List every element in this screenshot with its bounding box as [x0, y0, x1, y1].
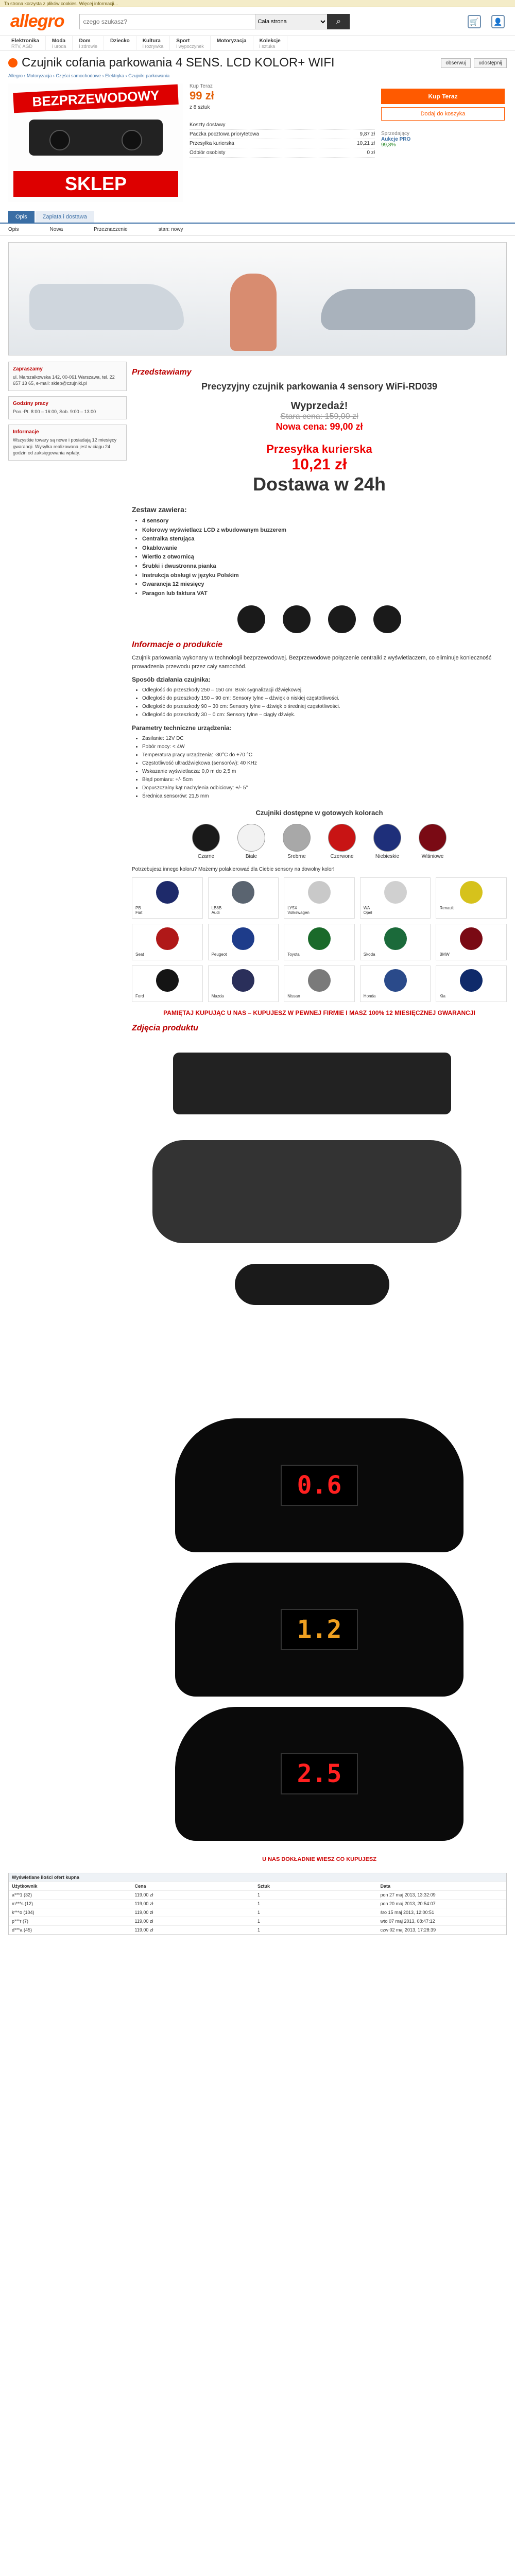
bids-cell: śro 15 maj 2013, 12:00:51: [380, 1910, 435, 1916]
table-row: [9, 1900, 506, 1908]
color-dot: [232, 881, 254, 904]
shipping-method: Odbiór osobisty: [190, 150, 226, 156]
sensor-image: [373, 605, 401, 633]
bids-cell: 119,00 zł: [134, 1927, 153, 1933]
sale-label: Wyprzedaż!: [290, 400, 348, 412]
swatch-dot: [192, 824, 220, 852]
info-text: Wszystkie towary są nowe i posiadają 12 miesięcy gwarancji. Wysyłka realizowana jest w ciągu 24 godzin od zaksięgowania wpłaty.: [13, 437, 117, 455]
buy-now-button[interactable]: Kup Teraz: [381, 89, 505, 104]
set-item: • Paragon lub faktura VAT: [142, 589, 507, 599]
color-catalog-item[interactable]: [436, 877, 507, 919]
nav-item-sub: i zdrowie: [79, 44, 97, 49]
color-dot: [384, 881, 407, 904]
search-input[interactable]: [80, 14, 255, 29]
bids-cell: pon 20 maj 2013, 20:54:07: [380, 1901, 436, 1907]
shipping-method: Paczka pocztowa priorytetowa: [190, 131, 260, 137]
offer-section: [0, 79, 515, 206]
param-item: • Zasilanie: 12V DC: [142, 735, 507, 743]
bids-cell: 1: [258, 1892, 261, 1898]
color-catalog-item[interactable]: [360, 965, 431, 1002]
nav-item-kultura[interactable]: [136, 36, 170, 50]
params-title: Parametry techniczne urządzenia:: [132, 724, 232, 732]
image-banner: BEZPRZEWODOWY: [13, 84, 179, 113]
color-brand: Honda: [363, 994, 376, 999]
swatch-dot: [283, 824, 311, 852]
color-catalog-item[interactable]: [436, 965, 507, 1002]
old-price: Stara cena: 159,00 zł: [280, 412, 358, 421]
search-bar: [79, 14, 350, 29]
bids-cell: m***s (12): [12, 1901, 33, 1907]
hours-text: Pon.-Pt. 8:00 – 16:00, Sob. 9:00 – 13:00: [13, 409, 96, 415]
param-item: • Średnica sensorów: 21,5 mm: [142, 792, 507, 801]
shipping-row: [190, 148, 375, 158]
sensor-image: [328, 605, 356, 633]
color-catalog-item[interactable]: [436, 924, 507, 960]
nav-item-sub: i wypoczynek: [176, 44, 204, 49]
color-code: LB8B: [211, 906, 222, 911]
zone-item: • Odległość do przeszkody 150 – 90 cm: Sensory tylne – dźwięk o niskiej częstotliwości.: [142, 694, 507, 703]
color-dot: [460, 881, 483, 904]
delivery-label: Dostawa w 24h: [252, 473, 386, 495]
set-item: • Gwarancja 12 miesięcy: [142, 580, 507, 589]
nav-item-sub: i rozrywka: [142, 44, 164, 49]
lcd-photo: [175, 1418, 464, 1552]
color-brand: Fiat: [135, 910, 143, 916]
color-brand: Kia: [439, 994, 445, 999]
color-swatch[interactable]: [283, 824, 311, 859]
color-dot: [460, 969, 483, 992]
sensor-image: [283, 605, 311, 633]
bids-cell: a***1 (32): [12, 1892, 32, 1898]
color-brand: Peugeot: [211, 952, 227, 957]
warranty-note: PAMIĘTAJ KUPUJĄC U NAS – KUPUJESZ W PEWNEJ FIRMIE I MASZ 100% 12 MIESIĘCZNEJ GWARANCJI: [163, 1009, 475, 1017]
table-row: [9, 1926, 506, 1935]
title-row: [0, 50, 515, 72]
lcd-screen: 2.5: [281, 1753, 358, 1794]
section-heading: Przedstawiamy: [132, 368, 192, 377]
set-item: • Centralka sterująca: [142, 535, 507, 544]
offer-title: Czujnik cofania parkowania 4 SENS. LCD KOLOR+ WIFI: [22, 56, 335, 70]
nav-item-sport[interactable]: [170, 36, 211, 50]
offer-tabs: [0, 211, 515, 224]
header: [0, 7, 515, 36]
mini-nav-item[interactable]: Przeznaczenie: [94, 227, 128, 232]
nav-item-kolekcje[interactable]: [253, 36, 287, 50]
quantity-label: z 8 sztuk: [190, 105, 210, 110]
display-gallery: [132, 1418, 507, 1841]
swatch-dot: [373, 824, 401, 852]
category-select[interactable]: [255, 14, 327, 29]
swatch-label: Czarne: [197, 854, 215, 860]
color-dot: [308, 927, 331, 950]
color-brand: Ford: [135, 994, 144, 999]
shipping-row: [190, 121, 375, 130]
contact-title: Zapraszamy: [13, 366, 43, 372]
shipping-price: 10,21 zł: [356, 141, 375, 146]
lcd-photo: [175, 1563, 464, 1697]
nav-item-label: Kolekcje: [259, 38, 281, 44]
cookie-bar: [0, 0, 515, 7]
seller-rating: 99,8%: [381, 142, 396, 148]
bids-cell: pon 27 maj 2013, 13:32:09: [380, 1892, 436, 1898]
share-button[interactable]: udostępnij: [474, 58, 507, 68]
super-seller-icon: [8, 58, 18, 67]
set-list: [142, 517, 507, 598]
nav-item-label: Kultura: [142, 38, 161, 44]
color-catalog-item[interactable]: [132, 965, 203, 1002]
bids-table: [8, 1873, 507, 1935]
swatch-label: Białe: [245, 854, 258, 860]
product-photos: [132, 1037, 507, 1408]
nav-item-label: Moda: [52, 38, 66, 44]
bids-cell: czw 02 maj 2013, 17:28:39: [380, 1927, 436, 1933]
color-dot: [156, 969, 179, 992]
shipping-price: 9,87 zł: [359, 131, 375, 137]
lcd-screen: 0.6: [281, 1465, 358, 1506]
bids-cell: 119,00 zł: [134, 1919, 153, 1924]
swatch-dot: [237, 824, 265, 852]
color-catalog: [132, 877, 507, 1002]
bids-header: Cena: [134, 1884, 146, 1889]
shipping-table: [190, 121, 375, 158]
color-brand: Renault: [439, 906, 454, 911]
courier-price: 10,21 zł: [291, 456, 347, 473]
nav-item-label: Motoryzacja: [216, 38, 247, 44]
bids-cell: 119,00 zł: [134, 1910, 153, 1916]
color-catalog-item[interactable]: [208, 924, 279, 960]
section-heading: Informacje o produkcie: [132, 640, 223, 650]
bids-title: Wyświetlane ilości ofert kupna: [12, 1875, 79, 1880]
color-catalog-item[interactable]: [208, 965, 279, 1002]
allegro-logo[interactable]: allegro: [10, 11, 64, 31]
color-code: PB: [135, 906, 141, 911]
category-nav: [0, 36, 515, 50]
user-icon[interactable]: 👤: [491, 15, 505, 28]
color-catalog-item[interactable]: [132, 877, 203, 919]
color-hint: Potrzebujesz innego koloru? Możemy polakierować dla Ciebie sensory na dowolny kolor!: [132, 867, 335, 873]
color-dot: [232, 927, 254, 950]
color-brand: Toyota: [287, 952, 300, 957]
color-dot: [308, 969, 331, 992]
color-dot: [460, 927, 483, 950]
color-catalog-item[interactable]: [132, 924, 203, 960]
hero-banner: [8, 242, 507, 355]
set-item: • Śrubki i dwustronna pianka: [142, 562, 507, 571]
color-code: LY5X: [287, 906, 298, 911]
swatch-label: Wiśniowe: [421, 854, 444, 860]
color-swatch[interactable]: [192, 824, 220, 859]
set-item: • 4 sensory: [142, 517, 507, 526]
lcd-screen: 1.2: [281, 1609, 358, 1650]
lcd-photo: [175, 1707, 464, 1841]
nav-item-sub: i sztuka: [259, 44, 276, 49]
color-catalog-item[interactable]: [284, 924, 355, 960]
param-item: • Temperatura pracy urządzenia: -30°C do +70 °C: [142, 751, 507, 759]
cart-icon[interactable]: 🛒: [468, 15, 481, 28]
param-item: • Wskazanie wyświetlacza: 0,0 m do 2,5 m: [142, 768, 507, 776]
color-dot: [156, 927, 179, 950]
color-brand: Audi: [211, 910, 220, 916]
set-item: • Instrukcja obsługi w języku Polskim: [142, 571, 507, 581]
offer-actions: [381, 83, 505, 202]
color-swatch[interactable]: [237, 824, 265, 859]
seller-label: Sprzedający: [381, 131, 410, 137]
zone-item: • Odległość do przeszkody 250 – 150 cm: Brak sygnalizacji dźwiękowej.: [142, 686, 507, 694]
color-dot: [384, 969, 407, 992]
color-catalog-item[interactable]: [208, 877, 279, 919]
color-catalog-item[interactable]: [360, 877, 431, 919]
bids-header: Sztuk: [258, 1884, 270, 1889]
tab-0[interactable]: Opis: [8, 211, 35, 223]
nav-item-dziecko[interactable]: [104, 36, 136, 50]
search-icon: ⌕: [336, 16, 341, 26]
contact-text: ul. Marszałkowska 142, 00-061 Warszawa, tel. 22 657 13 65, e-mail: sklep@czujniki.pl: [13, 375, 115, 386]
set-item: • Wiertło z otwornicą: [142, 553, 507, 562]
param-item: • Pobór mocy: < 4W: [142, 743, 507, 751]
color-swatches: [132, 824, 507, 859]
set-title: Zestaw zawiera:: [132, 505, 187, 514]
image-footer: SKLEP: [13, 171, 178, 197]
bids-cell: k***o (104): [12, 1910, 35, 1916]
color-dot: [232, 969, 254, 992]
cookie-text: Ta strona korzysta z plików cookies. Więcej informacji...: [4, 1, 118, 6]
shipping-method: Koszty dostawy: [190, 122, 226, 128]
param-item: • Dopuszczalny kąt nachylenia odbiciowy: +/- 5°: [142, 784, 507, 792]
bids-cell: 1: [258, 1910, 261, 1916]
contact-box: [8, 362, 127, 391]
swatch-dot: [328, 824, 356, 852]
breadcrumb[interactable]: Allegro › Motoryzacja › Części samochodowe › Elektryka › Czujniki parkowania: [8, 73, 170, 78]
section-heading: Zdjęcia produktu: [132, 1024, 198, 1033]
invite-text: U NAS DOKŁADNIE WIESZ CO KUPUJESZ: [262, 1856, 376, 1863]
courier-title: Przesyłka kurierska: [266, 443, 372, 455]
nav-item-label: Sport: [176, 38, 190, 44]
color-brand: Volkswagen: [287, 910, 310, 916]
swatch-label: Czerwone: [330, 854, 354, 860]
param-item: • Błąd pomiaru: +/- 5cm: [142, 776, 507, 784]
bids-cell: 1: [258, 1927, 261, 1933]
color-catalog-item[interactable]: [284, 965, 355, 1002]
sensor-image: [237, 605, 265, 633]
color-brand: Opel: [363, 910, 372, 916]
zone-item: • Odległość do przeszkody 30 – 0 cm: Sensory tylne – ciągły dźwięk.: [142, 711, 507, 719]
nav-item-moda[interactable]: [46, 36, 73, 50]
table-row: [9, 1891, 506, 1900]
sidebar: [8, 362, 127, 1873]
table-row: [9, 1917, 506, 1926]
swatch-label: Srebrne: [287, 854, 306, 860]
description: [132, 362, 507, 1873]
price: 99 zł: [190, 89, 214, 102]
color-brand: BMW: [439, 952, 450, 957]
shipping-method: Przesyłka kurierska: [190, 141, 234, 146]
bids-header: Użytkownik: [12, 1884, 38, 1889]
table-row: [9, 1908, 506, 1917]
color-brand: Seat: [135, 952, 144, 957]
bids-cell: p***r (7): [12, 1919, 29, 1924]
param-item: • Częstotliwość ultradźwiękowa (sensorów): 40 KHz: [142, 759, 507, 768]
bids-header: Data: [380, 1884, 391, 1889]
swatch-dot: [419, 824, 447, 852]
nav-item-motoryzacja[interactable]: [211, 36, 253, 50]
color-dot: [308, 881, 331, 904]
seller-name[interactable]: Aukcje PRO: [381, 137, 411, 142]
seller-box: [381, 131, 505, 148]
info-box: [8, 425, 127, 460]
new-price: Nowa cena: 99,00 zł: [276, 421, 363, 432]
hours-box: [8, 396, 127, 419]
product-name: Precyzyjny czujnik parkowania 4 sensory WiFi-RD039: [201, 381, 437, 392]
shipping-row: [190, 139, 375, 148]
color-dot: [384, 927, 407, 950]
description-text: Czujnik parkowania wykonany w technologii bezprzewodowej. Bezprzewodowe połączenie centralki z wyświetlaczem, co eliminuje konieczność prowadzenia przewodu przez cały samochód.: [132, 655, 492, 670]
nav-item-sub: i uroda: [52, 44, 66, 49]
color-swatch[interactable]: [328, 824, 356, 859]
offer-image[interactable]: [8, 83, 183, 202]
mini-nav-item[interactable]: stan: nowy: [158, 227, 183, 232]
add-to-basket-button[interactable]: Dodaj do koszyka: [381, 107, 505, 121]
colors-title: Czujniki dostępne w gotowych kolorach: [255, 809, 383, 817]
search-button[interactable]: [327, 14, 350, 29]
shipping-price: 0 zł: [367, 150, 375, 156]
color-code: WA: [363, 906, 370, 911]
color-brand: Nissan: [287, 994, 300, 999]
nav-item-label: Dziecko: [110, 38, 130, 44]
bids-cell: 119,00 zł: [134, 1892, 153, 1898]
color-swatch[interactable]: [419, 824, 447, 859]
price-label: Kup Teraz: [190, 83, 213, 89]
color-brand: Skoda: [363, 952, 375, 957]
color-catalog-item[interactable]: [360, 924, 431, 960]
watch-button[interactable]: obserwuj: [441, 58, 471, 68]
nav-item-label: Elektronika: [11, 38, 39, 44]
mini-nav: [0, 224, 515, 236]
zone-item: • Odległość do przeszkody 90 – 30 cm: Sensory tylne – dźwięk o średniej częstotliwości.: [142, 703, 507, 711]
zones-list: [142, 686, 507, 719]
bids-cell: 119,00 zł: [134, 1901, 153, 1907]
color-dot: [156, 881, 179, 904]
bids-cell: 1: [258, 1919, 261, 1924]
hours-title: Godziny pracy: [13, 401, 48, 407]
params-list: [142, 735, 507, 801]
bids-cell: d***a (45): [12, 1927, 32, 1933]
color-catalog-item[interactable]: [284, 877, 355, 919]
nav-item-dom[interactable]: [73, 36, 104, 50]
color-swatch[interactable]: [373, 824, 401, 859]
content-layout: [0, 362, 515, 1873]
nav-item-elektronika[interactable]: [5, 36, 46, 50]
nav-item-label: Dom: [79, 38, 91, 44]
zones-title: Sposób działania czujnika:: [132, 676, 211, 684]
mini-nav-item[interactable]: Opis: [8, 227, 19, 232]
set-item: • Kolorowy wyświetlacz LCD z wbudowanym buzzerem: [142, 526, 507, 535]
color-brand: Mazda: [211, 994, 224, 999]
offer-price-box: [190, 83, 375, 202]
swatch-label: Niebieskie: [375, 854, 400, 860]
sensor-preview: [132, 605, 507, 633]
bids-cell: wto 07 maj 2013, 08:47:12: [380, 1919, 435, 1924]
set-item: • Okablowanie: [142, 544, 507, 553]
mini-nav-item[interactable]: Nowa: [49, 227, 63, 232]
shipping-row: [190, 130, 375, 139]
courier-box: [132, 443, 507, 495]
info-title: Informacje: [13, 429, 39, 435]
tab-1[interactable]: Zapłata i dostawa: [36, 211, 94, 223]
bids-cell: 1: [258, 1901, 261, 1907]
nav-item-sub: RTV, AGD: [11, 44, 33, 49]
